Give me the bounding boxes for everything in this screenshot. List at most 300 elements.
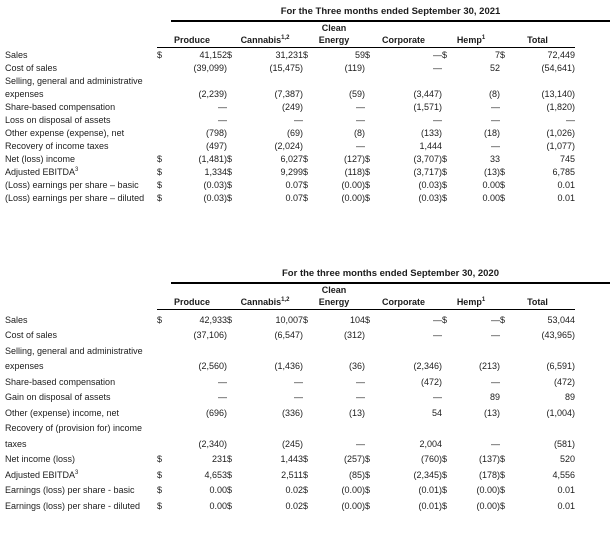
table-cell (442, 388, 500, 404)
cell-value: (178) (478, 469, 500, 480)
cell (157, 63, 227, 74)
cell (365, 89, 442, 100)
cell (500, 501, 575, 512)
currency-symbol: $ (500, 485, 506, 495)
table-cell (575, 100, 610, 113)
currency-symbol: $ (442, 500, 448, 511)
cell-value: (13) (483, 167, 500, 177)
cell (500, 193, 575, 204)
table-cell (227, 296, 303, 310)
cell (442, 501, 500, 512)
row-label: Other expense (expense), net (5, 128, 125, 138)
table-cell (5, 296, 157, 310)
cell-value: (1,481) (198, 154, 227, 164)
table-cell (227, 100, 303, 113)
table-cell (442, 465, 500, 481)
cell-value: (13) (483, 407, 500, 418)
row-label: Net income (loss) (5, 454, 76, 464)
cell-value: (0.00) (341, 193, 365, 203)
cell-value: 4,653 (204, 469, 227, 480)
cell-value: (0.00) (341, 180, 365, 190)
cell (157, 167, 227, 178)
column-header-top: Clean (321, 23, 347, 33)
cell-value: (1,820) (546, 102, 575, 112)
cell (303, 180, 365, 191)
table-cell (227, 284, 303, 296)
table-cell (500, 284, 575, 296)
row-label: Gain on disposal of assets (5, 392, 111, 402)
currency-symbol: $ (500, 454, 506, 464)
cell (303, 128, 365, 139)
table-cell (227, 496, 303, 512)
currency-symbol: $ (500, 314, 506, 325)
cell-value: (1,077) (546, 141, 575, 151)
cell (500, 315, 575, 326)
cell (500, 392, 575, 403)
cell-value: (2,560) (198, 361, 227, 371)
cell-value: 745 (559, 154, 575, 164)
currency-symbol: $ (442, 314, 448, 325)
cell (157, 89, 227, 100)
cell (227, 439, 303, 450)
column-header (157, 297, 227, 310)
cell-value: (39,099) (193, 63, 227, 73)
table-cell (575, 139, 610, 152)
table-cell (157, 178, 227, 191)
cell-value: — (491, 314, 500, 325)
table-cell (442, 450, 500, 466)
cell (303, 377, 365, 388)
column-header (500, 297, 575, 310)
cell (442, 89, 500, 100)
cell (303, 50, 365, 61)
cell-value: 33 (489, 154, 500, 164)
currency-symbol: $ (157, 314, 163, 325)
table-cell (303, 165, 365, 178)
table-cell (5, 403, 157, 419)
table-cell (303, 310, 365, 326)
table-cell (365, 48, 442, 61)
table-cell (227, 139, 303, 152)
currency-symbol: $ (365, 500, 371, 511)
cell-value: — (356, 376, 365, 387)
cell (442, 193, 500, 204)
cell (500, 115, 575, 126)
table-cell (442, 434, 500, 450)
cell (365, 439, 442, 450)
table-cell (157, 74, 227, 87)
row-label-footnote: 3 (75, 167, 79, 173)
table-cell (575, 296, 610, 310)
currency-symbol: $ (303, 50, 309, 60)
cell-value: — (433, 63, 442, 73)
cell-value: 1,443 (280, 454, 303, 464)
cell-value: 41,152 (199, 50, 227, 60)
cell-value: (798) (205, 128, 227, 138)
cell (157, 154, 227, 165)
currency-symbol: $ (303, 314, 309, 325)
currency-symbol: $ (442, 454, 448, 464)
cell-value: 59 (354, 50, 365, 60)
table-cell (227, 152, 303, 165)
currency-symbol: $ (157, 454, 163, 464)
cell-value: (3,717) (413, 167, 442, 177)
cell-value: (3,707) (413, 154, 442, 164)
table-cell (5, 341, 157, 357)
cell (365, 128, 442, 139)
table-cell (227, 48, 303, 61)
cell-value: (2,345) (413, 469, 442, 480)
column-header-footnote: 1 (481, 297, 486, 303)
table-cell (365, 191, 442, 204)
cell (442, 392, 500, 403)
table-cell (575, 326, 610, 342)
cell (303, 439, 365, 450)
table-cell (500, 126, 575, 139)
table-cell (303, 74, 365, 87)
cell (442, 377, 500, 388)
currency-symbol: $ (227, 193, 233, 203)
cell (442, 141, 500, 152)
table-cell (500, 450, 575, 466)
table-cell (442, 152, 500, 165)
table-cell (365, 100, 442, 113)
row-label: Selling, general and administrative (5, 76, 143, 86)
table-cell (157, 284, 227, 296)
table-cell (5, 450, 157, 466)
table-cell (227, 372, 303, 388)
table-cell (5, 126, 157, 139)
cell-value: (472) (553, 376, 575, 387)
column-header (303, 35, 365, 48)
row-label: taxes (5, 438, 27, 449)
cell-value: 72,449 (547, 50, 575, 60)
table-cell (227, 165, 303, 178)
table-cell (227, 434, 303, 450)
cell-value: (37,106) (193, 330, 227, 340)
currency-symbol: $ (227, 500, 233, 511)
cell (157, 485, 227, 496)
cell-value: — (218, 392, 227, 402)
cell-value: (0.03) (203, 193, 227, 203)
currency-symbol: $ (365, 485, 371, 495)
cell (227, 361, 303, 372)
cell-value: 54 (431, 407, 442, 418)
table-cell (575, 434, 610, 450)
cell (365, 501, 442, 512)
cell (442, 361, 500, 372)
table-cell (442, 61, 500, 74)
cell (365, 154, 442, 165)
cell-value: — (356, 115, 365, 125)
currency-symbol: $ (157, 180, 163, 190)
table-cell (365, 126, 442, 139)
table-cell (365, 284, 442, 296)
cell-value: (1,026) (546, 128, 575, 138)
currency-symbol: $ (157, 154, 163, 164)
cell (157, 102, 227, 113)
cell (365, 330, 442, 341)
table-cell (157, 357, 227, 373)
cell-value: — (433, 50, 442, 60)
segment-results-table (5, 268, 610, 512)
table-cell (157, 61, 227, 74)
table-cell (500, 61, 575, 74)
currency-symbol: $ (365, 154, 371, 164)
table-cell (157, 465, 227, 481)
table-cell (575, 191, 610, 204)
table-cell (575, 419, 610, 435)
currency-symbol: $ (227, 454, 233, 464)
table-cell (365, 434, 442, 450)
cell-value: 53,044 (547, 314, 575, 325)
table-cell (442, 357, 500, 373)
cell (500, 330, 575, 341)
column-header-label: Hemp (456, 35, 482, 45)
cell-value: (472) (420, 376, 442, 387)
currency-symbol: $ (227, 167, 233, 177)
table-cell (157, 481, 227, 497)
currency-symbol: $ (227, 50, 233, 60)
cell (227, 315, 303, 326)
cell-value: — (294, 376, 303, 387)
table-cell (500, 419, 575, 435)
table-cell (442, 403, 500, 419)
table-cell (227, 74, 303, 87)
table-cell (5, 61, 157, 74)
table-cell (5, 34, 157, 48)
cell-value: (0.00) (476, 500, 500, 511)
cell (365, 63, 442, 74)
cell-value: 31,231 (275, 50, 303, 60)
currency-symbol: $ (227, 154, 233, 164)
table-cell (500, 100, 575, 113)
column-header (157, 35, 227, 48)
table-cell (5, 152, 157, 165)
cell (303, 167, 365, 178)
table-cell (303, 178, 365, 191)
table-cell (227, 310, 303, 326)
cell-value: (2,024) (274, 141, 303, 151)
table-cell (303, 100, 365, 113)
column-header (303, 297, 365, 310)
table-cell (303, 372, 365, 388)
cell-value: 520 (559, 454, 575, 464)
cell (157, 408, 227, 419)
cell (227, 180, 303, 191)
cell (227, 330, 303, 341)
table-cell (157, 126, 227, 139)
table-cell (500, 403, 575, 419)
currency-symbol: $ (365, 50, 371, 60)
currency-symbol: $ (227, 180, 233, 190)
cell (157, 501, 227, 512)
row-label: expenses (5, 89, 44, 99)
table-cell (575, 61, 610, 74)
cell-value: (69) (286, 128, 303, 138)
cell-value: — (356, 141, 365, 151)
cell-value: (0.03) (418, 193, 442, 203)
row-label: Cost of sales (5, 330, 58, 340)
cell (442, 102, 500, 113)
table-cell (157, 419, 227, 435)
table-cell (575, 22, 610, 34)
row-label: Selling, general and administrative (5, 345, 143, 356)
cell (303, 408, 365, 419)
cell-value: (2,239) (198, 89, 227, 99)
currency-symbol: $ (442, 193, 448, 203)
cell-value: 0.07 (285, 180, 303, 190)
cell (227, 128, 303, 139)
cell (365, 115, 442, 126)
cell-value: (13,140) (541, 89, 575, 99)
table-cell (442, 34, 500, 48)
cell-value: 0.01 (557, 485, 575, 495)
table-cell (442, 496, 500, 512)
cell (442, 128, 500, 139)
row-label: Share-based compensation (5, 376, 116, 387)
cell-value: 6,027 (280, 154, 303, 164)
row-label: Sales (5, 314, 28, 325)
table-cell (303, 126, 365, 139)
cell (442, 115, 500, 126)
cell (227, 89, 303, 100)
table-cell (442, 178, 500, 191)
table-cell (5, 434, 157, 450)
cell (303, 154, 365, 165)
cell-value: (0.01) (418, 485, 442, 495)
cell-value: (6,591) (546, 361, 575, 371)
cell (500, 128, 575, 139)
table-cell (227, 403, 303, 419)
table-cell (575, 152, 610, 165)
cell-value: (6,547) (274, 330, 303, 340)
cell-value: — (491, 115, 500, 125)
table-cell (365, 178, 442, 191)
table-cell (227, 388, 303, 404)
cell (157, 193, 227, 204)
table-cell (575, 465, 610, 481)
table-cell (303, 419, 365, 435)
table-cell (442, 284, 500, 296)
table-cell (500, 296, 575, 310)
table-cell (575, 403, 610, 419)
table-cell (500, 191, 575, 204)
currency-symbol: $ (500, 193, 506, 203)
table-cell (500, 152, 575, 165)
table-cell (303, 481, 365, 497)
table-cell (227, 465, 303, 481)
currency-symbol: $ (442, 167, 448, 177)
cell-value: (119) (344, 63, 365, 73)
cell-value: (249) (281, 102, 303, 112)
table-cell (575, 341, 610, 357)
cell (500, 89, 575, 100)
cell-value: 0.01 (557, 180, 575, 190)
cell (442, 63, 500, 74)
cell (157, 454, 227, 465)
cell-value: (7,387) (274, 89, 303, 99)
table-cell (365, 165, 442, 178)
column-header (227, 297, 303, 310)
cell-value: — (566, 115, 575, 125)
table-cell (365, 419, 442, 435)
cell-value: (2,346) (413, 361, 442, 371)
cell (365, 193, 442, 204)
table-cell (365, 34, 442, 48)
cell (303, 330, 365, 341)
cell (500, 485, 575, 496)
cell (227, 470, 303, 481)
column-header (365, 297, 442, 310)
table-cell (227, 178, 303, 191)
table-cell (303, 357, 365, 373)
table-cell (442, 372, 500, 388)
currency-symbol: $ (442, 154, 448, 164)
table-cell (303, 496, 365, 512)
table-cell (500, 310, 575, 326)
currency-symbol: $ (365, 314, 371, 325)
cell-value: 0.01 (557, 193, 575, 203)
cell-value: 0.00 (482, 193, 500, 203)
table-cell (227, 326, 303, 342)
cell (442, 330, 500, 341)
cell (303, 501, 365, 512)
table-cell (227, 61, 303, 74)
column-header (442, 35, 500, 48)
table-cell (303, 450, 365, 466)
table-cell (575, 34, 610, 48)
currency-symbol: $ (227, 314, 233, 325)
table-cell (365, 74, 442, 87)
table-cell (575, 372, 610, 388)
table-cell (442, 419, 500, 435)
cell (442, 167, 500, 178)
table-cell (157, 6, 610, 22)
cell (303, 141, 365, 152)
table-cell (575, 450, 610, 466)
column-header-footnote: 1,2 (281, 297, 290, 303)
table-cell (227, 191, 303, 204)
table-cell (157, 326, 227, 342)
cell-value: — (218, 115, 227, 125)
cell-value: (1,004) (546, 407, 575, 418)
cell (442, 470, 500, 481)
table-cell (5, 178, 157, 191)
currency-symbol: $ (442, 485, 448, 495)
currency-symbol: $ (500, 167, 506, 177)
cell (365, 141, 442, 152)
table-cell (5, 310, 157, 326)
currency-symbol: $ (500, 180, 506, 190)
cell (227, 115, 303, 126)
table-cell (500, 341, 575, 357)
cell (227, 167, 303, 178)
currency-symbol: $ (303, 180, 309, 190)
column-header (365, 35, 442, 48)
table-cell (575, 284, 610, 296)
cell (227, 63, 303, 74)
cell (157, 330, 227, 341)
cell (303, 102, 365, 113)
table-cell (575, 310, 610, 326)
currency-symbol: $ (227, 485, 233, 495)
cell (303, 193, 365, 204)
cell-value: (336) (281, 407, 303, 418)
table-cell (157, 496, 227, 512)
table-cell (500, 178, 575, 191)
currency-symbol: $ (303, 454, 309, 464)
